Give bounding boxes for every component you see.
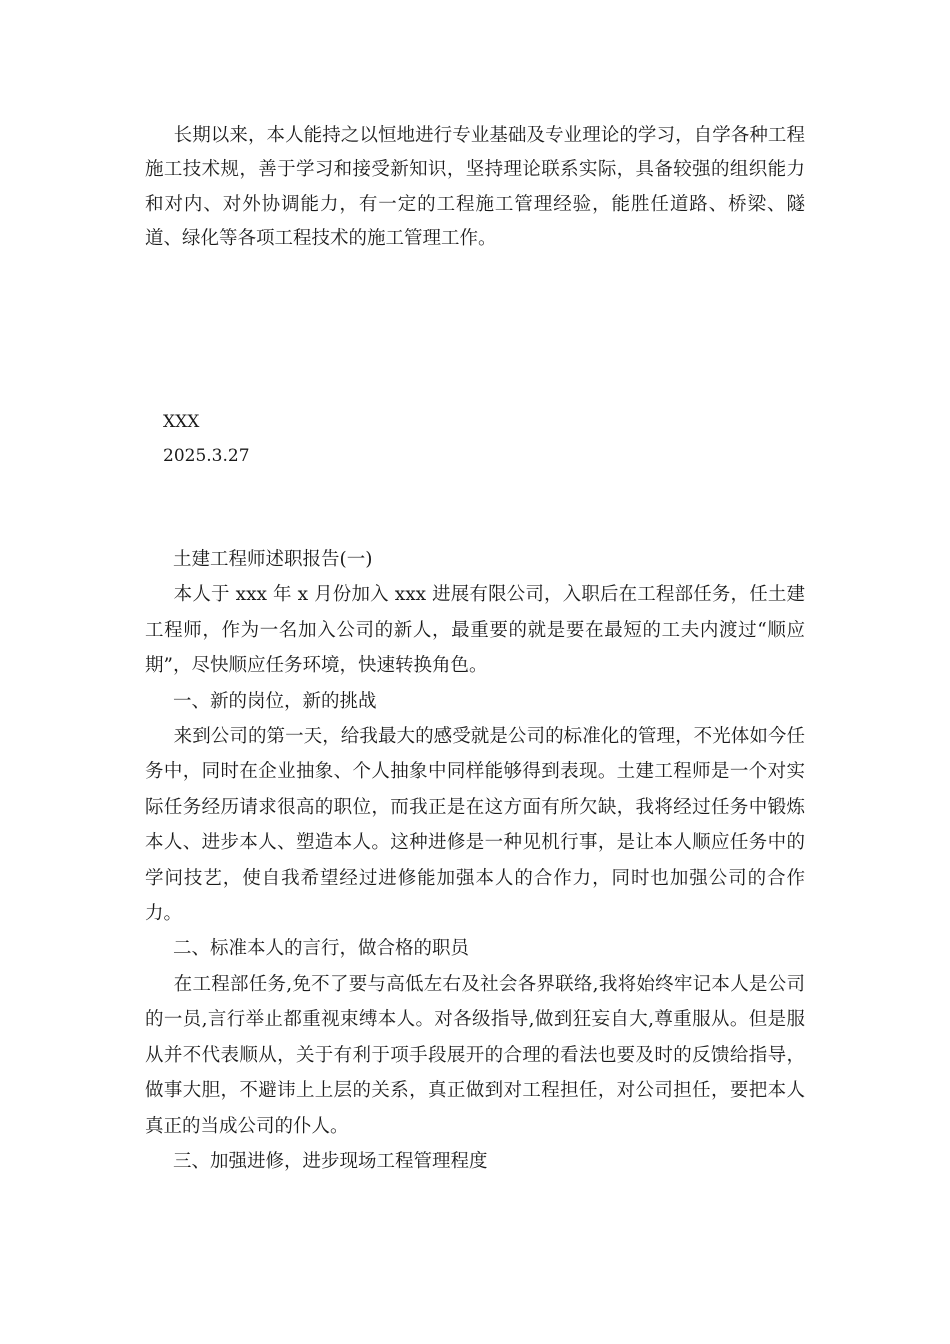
report-title: 土建工程师述职报告(一): [173, 549, 373, 570]
section1-paragraph: 来到公司的第一天，给我最大的感受就是公司的标准化的管理，不光体如今任务中，同时在企业抽象、个人抽象中同样能够得到表现。土建工程师是一个对实际任务经历请求很高的职位，而我正是在这方面有所欠缺，我将经过任务中锻炼本人、进步本人、塑造本人。这种进修是一种见机行事，是让本人顺应任务中的学问技艺，使自我希望经过进修能加强本人的合作力，同时也加强公司的合作力。: [145, 726, 805, 925]
intro-section: [145, 119, 805, 256]
section2-heading: 二、标准本人的言行，做合格的职员: [173, 938, 470, 960]
section2-paragraph: 在工程部任务,免不了要与高低左右及社会各界联络,我将始终牢记本人是公司的一员,言行举止都重视束缚本人。对各级指导,做到狂妄自大,尊重服从。但是服从并不代表顺从，关于有利于项手段展开的合理的看法也要及时的反馈给指导，做事大胆，不避讳上上层的关系，真正做到对工程担任，对公司担任，要把本人真正的当成公司的仆人。: [145, 973, 805, 1137]
signature-name: XXX: [163, 412, 200, 432]
intro-paragraph: 长期以来，本人能持之以恒地进行专业基础及专业理论的学习，自学各种工程施工技术规，善于学习和接受新知识，坚持理论联系实际，具备较强的组织能力和对内、对外协调能力，有一定的工程施工管理经验，能胜任道路、桥梁、隧道、绿化等各项工程技术的施工管理工作。: [145, 125, 805, 249]
section3-heading: 三、加强进修，进步现场工程管理程度: [173, 1150, 488, 1172]
section1-heading: 一、新的岗位，新的挑战: [173, 690, 377, 712]
report-section: [145, 542, 805, 1179]
report-opening-paragraph: 本人于 xxx 年 x 月份加入 xxx 进展有限公司，入职后在工程部任务，任土建工程师，作为一名加入公司的新人，最重要的就是要在最短的工夫内渡过“顺应期”，尽快顺应任务环境，快速转换角色。: [145, 584, 805, 677]
signature-date: 2025.3.27: [163, 446, 250, 466]
